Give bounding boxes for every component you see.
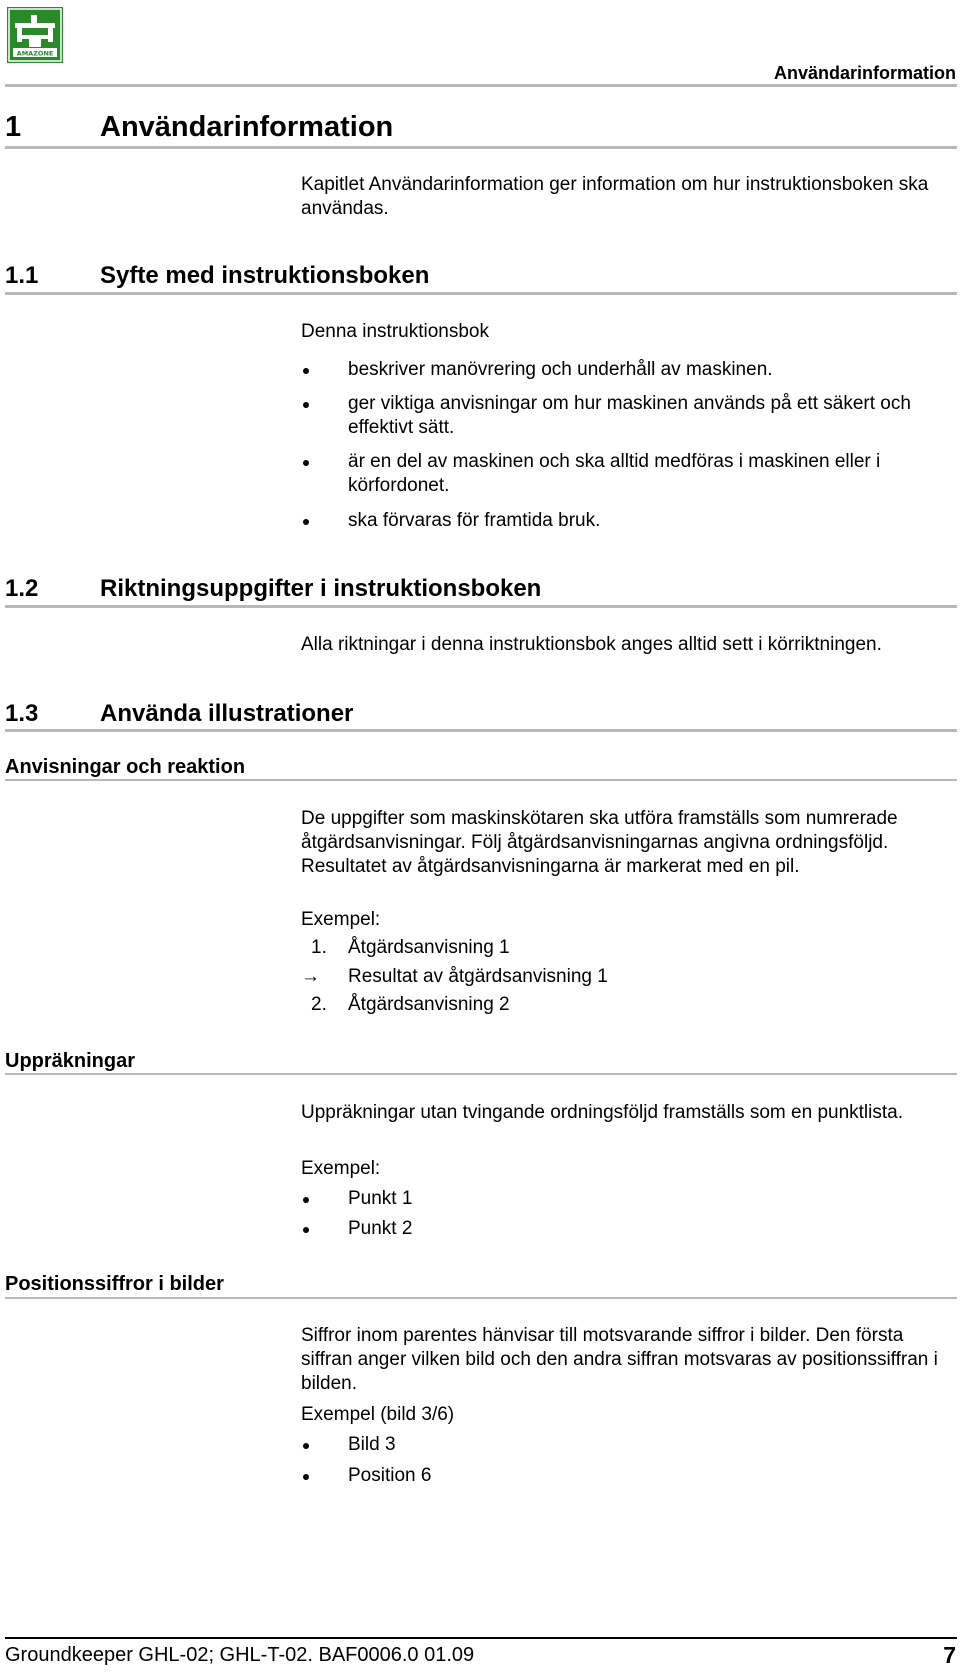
section-text: Alla riktningar i denna instruktionsbok anges alltid sett i körriktningen. <box>301 634 882 655</box>
section-rule <box>5 729 957 732</box>
subsection-rule <box>5 779 957 781</box>
subsection-title: Positionssiffror i bilder <box>5 1273 224 1295</box>
section-number: 1.3 <box>5 700 39 727</box>
subsection-title: Uppräkningar <box>5 1050 136 1072</box>
list-item-text: Punkt 1 <box>348 1188 413 1209</box>
result-text: Resultat av åtgärdsanvisning 1 <box>348 966 608 987</box>
list-item-text: beskriver manövrering och underhåll av maskinen. <box>348 359 773 380</box>
list-item-text: är en del av maskinen och ska alltid medföras i maskinen eller i körfordonet. <box>348 451 881 496</box>
bullet-icon <box>303 460 309 466</box>
arrow-right-icon: → <box>301 966 320 987</box>
chapter-number: 1 <box>5 111 22 143</box>
footer-text: Groundkeeper GHL-02; GHL-T-02. BAF0006.0 01.09 <box>5 1644 475 1666</box>
header-rule <box>5 84 957 87</box>
list-item-text: Bild 3 <box>348 1434 396 1455</box>
list-item-text: Position 6 <box>348 1465 432 1486</box>
example-label: Exempel: <box>301 909 381 930</box>
section-lead: Denna instruktionsbok <box>301 321 489 342</box>
bullet-icon <box>303 1227 309 1233</box>
section-title: Använda illustrationer <box>100 700 354 727</box>
page-number: 7 <box>943 1642 956 1668</box>
bullet-icon <box>303 519 309 525</box>
amazone-logo <box>7 7 63 63</box>
example-label: Exempel (bild 3/6) <box>301 1404 455 1425</box>
list-item-text: Punkt 2 <box>348 1218 413 1239</box>
subsection-rule <box>5 1073 957 1075</box>
list-item-text: ger viktiga anvisningar om hur maskinen används på ett säkert och effektivt sätt. <box>348 393 911 438</box>
chapter-intro: Kapitlet Användarinformation ger information om hur instruktionsboken ska användas. <box>301 174 929 219</box>
bullet-icon <box>303 1197 309 1203</box>
section-number: 1.1 <box>5 262 39 289</box>
list-item-text: ska förvaras för framtida bruk. <box>348 510 601 531</box>
subsection-title: Anvisningar och reaktion <box>5 756 246 778</box>
step-text: Åtgärdsanvisning 1 <box>348 937 510 958</box>
step-number: 2. <box>311 994 327 1015</box>
step-text: Åtgärdsanvisning 2 <box>348 994 510 1015</box>
bullet-icon <box>303 368 309 374</box>
chapter-title: Användarinformation <box>100 111 394 143</box>
section-rule <box>5 605 957 608</box>
bullet-icon <box>303 1474 309 1480</box>
footer-rule <box>5 1637 957 1639</box>
section-title: Syfte med instruktionsboken <box>100 262 430 289</box>
chapter-rule <box>5 146 957 149</box>
bullet-icon <box>303 1443 309 1449</box>
subsection-text: Siffror inom parentes hänvisar till motsvarande siffror i bilder. Den första siffran anger vilken bild och den andra siffran motsvaras av positionssiffran i bilden. <box>301 1325 938 1394</box>
section-rule <box>5 292 957 295</box>
bullet-icon <box>303 402 309 408</box>
example-label: Exempel: <box>301 1158 381 1179</box>
subsection-text: Uppräkningar utan tvingande ordningsföljd framställs som en punktlista. <box>301 1102 903 1123</box>
subsection-rule <box>5 1297 957 1299</box>
section-title: Riktningsuppgifter i instruktionsboken <box>100 575 542 602</box>
svg-text:AMAZONE: AMAZONE <box>16 49 54 58</box>
subsection-text: De uppgifter som maskinskötaren ska utföra framställs som numrerade åtgärdsanvisningar. Följ åtgärdsanvisningarnas angivna ordningsföljd. Resultatet av åtgärdsanvisningarna är markerat med en pil. <box>301 808 898 877</box>
section-number: 1.2 <box>5 575 39 602</box>
running-header: Användarinformation <box>773 63 956 83</box>
step-number: 1. <box>311 937 327 958</box>
